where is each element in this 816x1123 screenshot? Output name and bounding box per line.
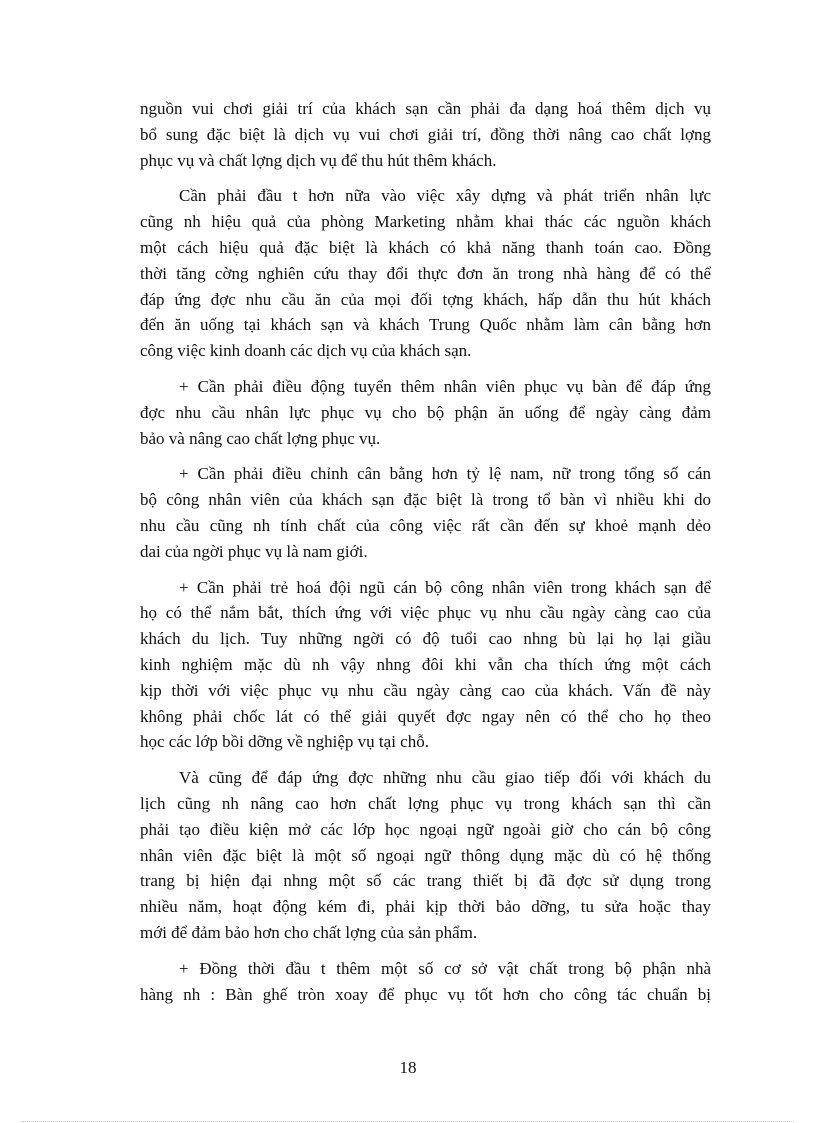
text-line: hàng nh : Bàn ghế tròn xoay để phục vụ tốt hơn cho công tác chuẩn bị bbox=[140, 984, 711, 1004]
paragraph bbox=[140, 956, 711, 1008]
text-line: + Cần phải trẻ hoá đội ngũ cán bộ công nhân viên trong khách sạn để bbox=[179, 577, 711, 597]
text-line: trang bị hiện đại nhng một số các trang thiết bị đã đợc sử dụng trong bbox=[140, 871, 711, 891]
paragraph bbox=[140, 96, 711, 173]
text-line: một cách hiệu quả đặc biệt là khách có khả năng thanh toán cao. Đồng bbox=[140, 237, 711, 257]
text-line: mới để đảm bảo hơn cho chất lợng của sản phẩm. bbox=[140, 922, 478, 942]
text-line: kinh nghiệm mặc dù nh vậy nhng đôi khi vẫn cha thích ứng một cách bbox=[140, 654, 711, 674]
text-line: thời tăng cờng nghiên cứu thay đổi thực đơn ăn trong nhà hàng để có thể bbox=[140, 263, 711, 283]
text-line: bảo và nâng cao chất lợng phục vụ. bbox=[140, 428, 381, 448]
text-line: nhiều năm, hoạt động kém đi, phải kịp thời bảo dỡng, tu sửa hoặc thay bbox=[140, 897, 711, 917]
text-line: không phải chốc lát có thể giải quyết đợc ngay nên có thể cho họ theo bbox=[140, 706, 711, 726]
text-line: phục vụ và chất lợng dịch vụ để thu hút thêm khách. bbox=[140, 150, 497, 170]
text-line: phải tạo điều kiện mở các lớp học ngoại ngữ ngoài giờ cho cán bộ công bbox=[140, 819, 711, 839]
text-line: họ có thể nắm bắt, thích ứng với việc phục vụ nhu cầu ngày càng cao của bbox=[140, 603, 711, 623]
text-line: dai của ngời phục vụ là nam giới. bbox=[140, 541, 368, 561]
text-line: đợc nhu cầu nhân lực phục vụ cho bộ phận ăn uống để ngày càng đảm bbox=[140, 402, 711, 422]
page-number: 18 bbox=[399, 1058, 417, 1077]
text-line: lịch cũng nh nâng cao hơn chất lợng phục vụ trong khách sạn thì cần bbox=[140, 793, 711, 813]
page-bottom-divider bbox=[22, 1121, 794, 1122]
text-line: + Đồng thời đầu t thêm một số cơ sở vật chất trong bộ phận nhà bbox=[179, 958, 711, 978]
text-line: bổ sung đặc biệt là dịch vụ vui chơi giải trí, đồng thời nâng cao chất lợng bbox=[140, 124, 711, 144]
body-text bbox=[140, 96, 711, 1017]
text-line: bộ công nhân viên của khách sạn đặc biệt là trong tổ bàn vì nhiều khi do bbox=[140, 490, 711, 510]
text-line: nguồn vui chơi giải trí của khách sạn cần phải đa dạng hoá thêm dịch vụ bbox=[140, 99, 711, 118]
text-line: nhân viên đặc biệt là một số ngoại ngữ thông dụng mặc dù có hệ thống bbox=[140, 845, 711, 865]
text-line: Cần phải đầu t hơn nữa vào việc xây dựng và phát triển nhân lực bbox=[179, 186, 711, 206]
text-line: Và cũng để đáp ứng đợc những nhu cầu giao tiếp đối với khách du bbox=[179, 768, 711, 788]
paragraph bbox=[140, 374, 711, 451]
paragraph bbox=[140, 183, 711, 364]
paragraph bbox=[140, 765, 711, 946]
paragraph bbox=[140, 461, 711, 564]
text-line: đáp ứng đợc nhu cầu ăn của mọi đối tợng khách, hấp dẫn thu hút khách bbox=[140, 289, 711, 309]
text-line: + Cần phải điều chỉnh cân bằng hơn tỷ lệ nam, nữ trong tổng số cán bbox=[179, 464, 711, 484]
text-line: công việc kinh doanh các dịch vụ của khách sạn. bbox=[140, 341, 472, 361]
text-line: kịp thời với việc phục vụ nhu cầu ngày càng cao của khách. Vấn đề này bbox=[140, 680, 711, 700]
text-line: + Cần phải điều động tuyển thêm nhân viên phục vụ bàn để đáp ứng bbox=[179, 376, 711, 396]
text-line: nhu cầu cũng nh tính chất của công việc rất cần đến sự khoẻ mạnh dẻo bbox=[140, 515, 711, 535]
paragraph bbox=[140, 575, 711, 756]
text-line: cũng nh hiệu quả của phòng Marketing nhằm khai thác các nguồn khách bbox=[140, 212, 711, 232]
text-line: đến ăn uống tại khách sạn và khách Trung Quốc nhằm làm cân bằng hơn bbox=[140, 315, 711, 335]
text-line: khách du lịch. Tuy những ngời có độ tuổi cao nhng bù lại họ lại giầu bbox=[140, 629, 711, 649]
text-line: học các lớp bồi dỡng về nghiệp vụ tại chỗ. bbox=[140, 732, 429, 752]
